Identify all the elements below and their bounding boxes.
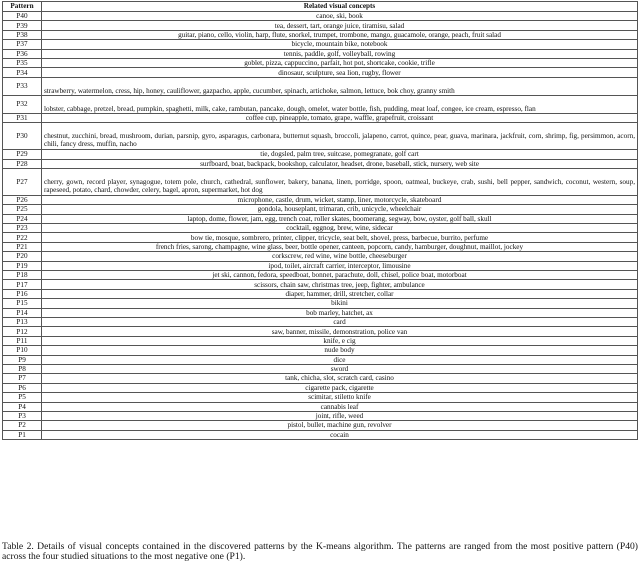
table-row xyxy=(3,421,638,430)
table-row xyxy=(3,289,638,298)
pattern-cell: P10 xyxy=(3,346,42,355)
pattern-column-header: Pattern xyxy=(3,2,42,12)
concepts-cell: cherry, gown, record player, synagogue, totem pole, church, cathedral, sunflower, bakery, banana, linen, porridge, spoon, oatmeal, buckeye, crab, sushi, bell pepper, sandwich, coconut, western, soup, rapeseed, potato, chard, chowder, celery, bagel, apron, supermarket, hot dog xyxy=(42,168,638,195)
pattern-cell: P12 xyxy=(3,327,42,336)
concepts-cell: joint, rifle, weed xyxy=(42,411,638,420)
pattern-cell: P21 xyxy=(3,242,42,251)
pattern-cell: P9 xyxy=(3,355,42,364)
table-row xyxy=(3,40,638,49)
table-row xyxy=(3,113,638,122)
table-row xyxy=(3,159,638,168)
pattern-cell: P4 xyxy=(3,402,42,411)
table-row xyxy=(3,364,638,373)
concepts-cell: coffee cup, pineapple, tomato, grape, waffle, grapefruit, croissant xyxy=(42,113,638,122)
concepts-cell: bob marley, hatchet, ax xyxy=(42,308,638,317)
pattern-cell: P14 xyxy=(3,308,42,317)
concepts-cell: cigarette pack, cigarette xyxy=(42,383,638,392)
concepts-cell: tie, dogsled, palm tree, suitcase, pomegranate, golf cart xyxy=(42,150,638,159)
table-row xyxy=(3,336,638,345)
pattern-cell: P15 xyxy=(3,299,42,308)
table-row xyxy=(3,327,638,336)
table-row xyxy=(3,168,638,195)
table-row xyxy=(3,95,638,113)
pattern-cell: P33 xyxy=(3,77,42,95)
pattern-cell: P20 xyxy=(3,252,42,261)
table-row xyxy=(3,123,638,150)
concepts-cell: cocktail, eggnog, brew, wine, sidecar xyxy=(42,224,638,233)
pattern-cell: P22 xyxy=(3,233,42,242)
pattern-cell: P26 xyxy=(3,195,42,204)
pattern-cell: P29 xyxy=(3,150,42,159)
table-row xyxy=(3,402,638,411)
pattern-cell: P32 xyxy=(3,95,42,113)
table-row xyxy=(3,30,638,39)
concepts-cell: laptop, dome, flower, jam, egg, trench coat, roller skates, boomerang, segway, bow, oyster, golf ball, skull xyxy=(42,214,638,223)
table-row xyxy=(3,150,638,159)
pattern-cell: P36 xyxy=(3,49,42,58)
table-row xyxy=(3,383,638,392)
table-row xyxy=(3,317,638,326)
table-row xyxy=(3,12,638,21)
concepts-cell: knife, e cig xyxy=(42,336,638,345)
pattern-cell: P28 xyxy=(3,159,42,168)
pattern-cell: P18 xyxy=(3,271,42,280)
pattern-cell: P37 xyxy=(3,40,42,49)
pattern-cell: P17 xyxy=(3,280,42,289)
table-row xyxy=(3,374,638,383)
pattern-cell: P8 xyxy=(3,364,42,373)
table-row xyxy=(3,214,638,223)
pattern-cell: P24 xyxy=(3,214,42,223)
table-row xyxy=(3,308,638,317)
concepts-cell: tennis, paddle, golf, volleyball, rowing xyxy=(42,49,638,58)
pattern-cell: P31 xyxy=(3,113,42,122)
pattern-cell: P7 xyxy=(3,374,42,383)
concepts-cell: bikini xyxy=(42,299,638,308)
pattern-cell: P40 xyxy=(3,12,42,21)
concepts-cell: guitar, piano, cello, violin, harp, flute, snorkel, trumpet, trombone, mango, guacamole, orange, peach, fruit salad xyxy=(42,30,638,39)
concepts-cell: lobster, cabbage, pretzel, bread, pumpkin, spaghetti, milk, cake, rambutan, pancake, dough, omelet, water bottle, fish, pudding, meat loaf, congee, ice cream, espresso, flan xyxy=(42,95,638,113)
table-row xyxy=(3,411,638,420)
concepts-cell: bow tie, mosque, sombrero, printer, clipper, tricycle, seat belt, shovel, press, barbecue, burrito, perfume xyxy=(42,233,638,242)
pattern-cell: P39 xyxy=(3,21,42,30)
table-header-row xyxy=(3,2,638,12)
pattern-cell: P3 xyxy=(3,411,42,420)
table-row xyxy=(3,224,638,233)
table-row xyxy=(3,233,638,242)
concepts-cell: card xyxy=(42,317,638,326)
table-row xyxy=(3,355,638,364)
table-row xyxy=(3,242,638,251)
table-row xyxy=(3,195,638,204)
pattern-cell: P30 xyxy=(3,123,42,150)
pattern-cell: P27 xyxy=(3,168,42,195)
concepts-cell: scissors, chain saw, christmas tree, jeep, fighter, ambulance xyxy=(42,280,638,289)
table-row xyxy=(3,271,638,280)
table-row xyxy=(3,252,638,261)
concepts-cell: cocain xyxy=(42,430,638,439)
concepts-cell: corkscrew, red wine, wine bottle, cheeseburger xyxy=(42,252,638,261)
concepts-cell: saw, banner, missile, demonstration, police van xyxy=(42,327,638,336)
table-row xyxy=(3,49,638,58)
table-row xyxy=(3,393,638,402)
table-row xyxy=(3,346,638,355)
concepts-cell: goblet, pizza, cappuccino, parfait, hot pot, shortcake, cookie, trifle xyxy=(42,58,638,67)
concepts-cell: surfboard, boat, backpack, bookshop, calculator, headset, drone, baseball, stick, nursery, web site xyxy=(42,159,638,168)
concepts-column-header: Related visual concepts xyxy=(42,2,638,12)
table-row xyxy=(3,21,638,30)
table-row xyxy=(3,299,638,308)
table-row xyxy=(3,280,638,289)
table-row xyxy=(3,77,638,95)
concepts-cell: diaper, hammer, drill, stretcher, collar xyxy=(42,289,638,298)
concepts-cell: gondola, houseplant, trimaran, crib, unicycle, wheelchair xyxy=(42,205,638,214)
table-caption: Table 2. Details of visual concepts contained in the discovered patterns by the K-means algorithm. The patterns are ranged from the most positive pattern (P40) across the four studied situations to the most negative one (P1). xyxy=(2,540,638,563)
pattern-cell: P6 xyxy=(3,383,42,392)
concepts-cell: sword xyxy=(42,364,638,373)
pattern-cell: P38 xyxy=(3,30,42,39)
pattern-cell: P16 xyxy=(3,289,42,298)
pattern-cell: P2 xyxy=(3,421,42,430)
pattern-cell: P19 xyxy=(3,261,42,270)
concepts-cell: dice xyxy=(42,355,638,364)
concepts-cell: cannabis leaf xyxy=(42,402,638,411)
pattern-cell: P13 xyxy=(3,317,42,326)
pattern-cell: P23 xyxy=(3,224,42,233)
concepts-cell: tea, dessert, tart, orange juice, tiramisu, salad xyxy=(42,21,638,30)
concepts-cell: ipod, toilet, aircraft carrier, interceptor, limousine xyxy=(42,261,638,270)
concepts-cell: tank, chicha, slot, scratch card, casino xyxy=(42,374,638,383)
concepts-cell: french fries, sarong, champagne, wine glass, beer, bottle opener, canteen, popcorn, candy, hamburger, doughnut, maillot, jockey xyxy=(42,242,638,251)
concepts-cell: dinosaur, sculpture, sea lion, rugby, flower xyxy=(42,68,638,77)
pattern-cell: P11 xyxy=(3,336,42,345)
concepts-cell: canoe, ski, book xyxy=(42,12,638,21)
table-row xyxy=(3,205,638,214)
concepts-cell: scimitar, stiletto knife xyxy=(42,393,638,402)
table-row xyxy=(3,261,638,270)
pattern-cell: P34 xyxy=(3,68,42,77)
concepts-cell: microphone, castle, drum, wicket, stamp, liner, motorcycle, skateboard xyxy=(42,195,638,204)
pattern-cell: P1 xyxy=(3,430,42,439)
table-row xyxy=(3,430,638,439)
visual-concepts-table xyxy=(2,1,638,440)
pattern-cell: P25 xyxy=(3,205,42,214)
table-row xyxy=(3,68,638,77)
concepts-cell: strawberry, watermelon, cress, hip, honey, cauliflower, gazpacho, apple, cucumber, spinach, artichoke, salmon, lettuce, bok choy, granny smith xyxy=(42,77,638,95)
concepts-cell: pistol, bullet, machine gun, revolver xyxy=(42,421,638,430)
concepts-cell: bicycle, mountain bike, notebook xyxy=(42,40,638,49)
concepts-cell: chestnut, zucchini, bread, mushroom, durian, parsnip, gyro, asparagus, carbonara, butternut squash, broccoli, jalapeno, carrot, quince, pear, guava, marinara, jackfruit, corn, shrimp, fig, persimmon, acorn, chili, fancy dress, muffin, nacho xyxy=(42,123,638,150)
pattern-cell: P5 xyxy=(3,393,42,402)
pattern-cell: P35 xyxy=(3,58,42,67)
concepts-cell: nude body xyxy=(42,346,638,355)
concepts-cell: jet ski, cannon, fedora, speedboat, bonnet, parachute, doll, chisel, police boat, motorboat xyxy=(42,271,638,280)
table-row xyxy=(3,58,638,67)
table-body xyxy=(3,12,638,440)
